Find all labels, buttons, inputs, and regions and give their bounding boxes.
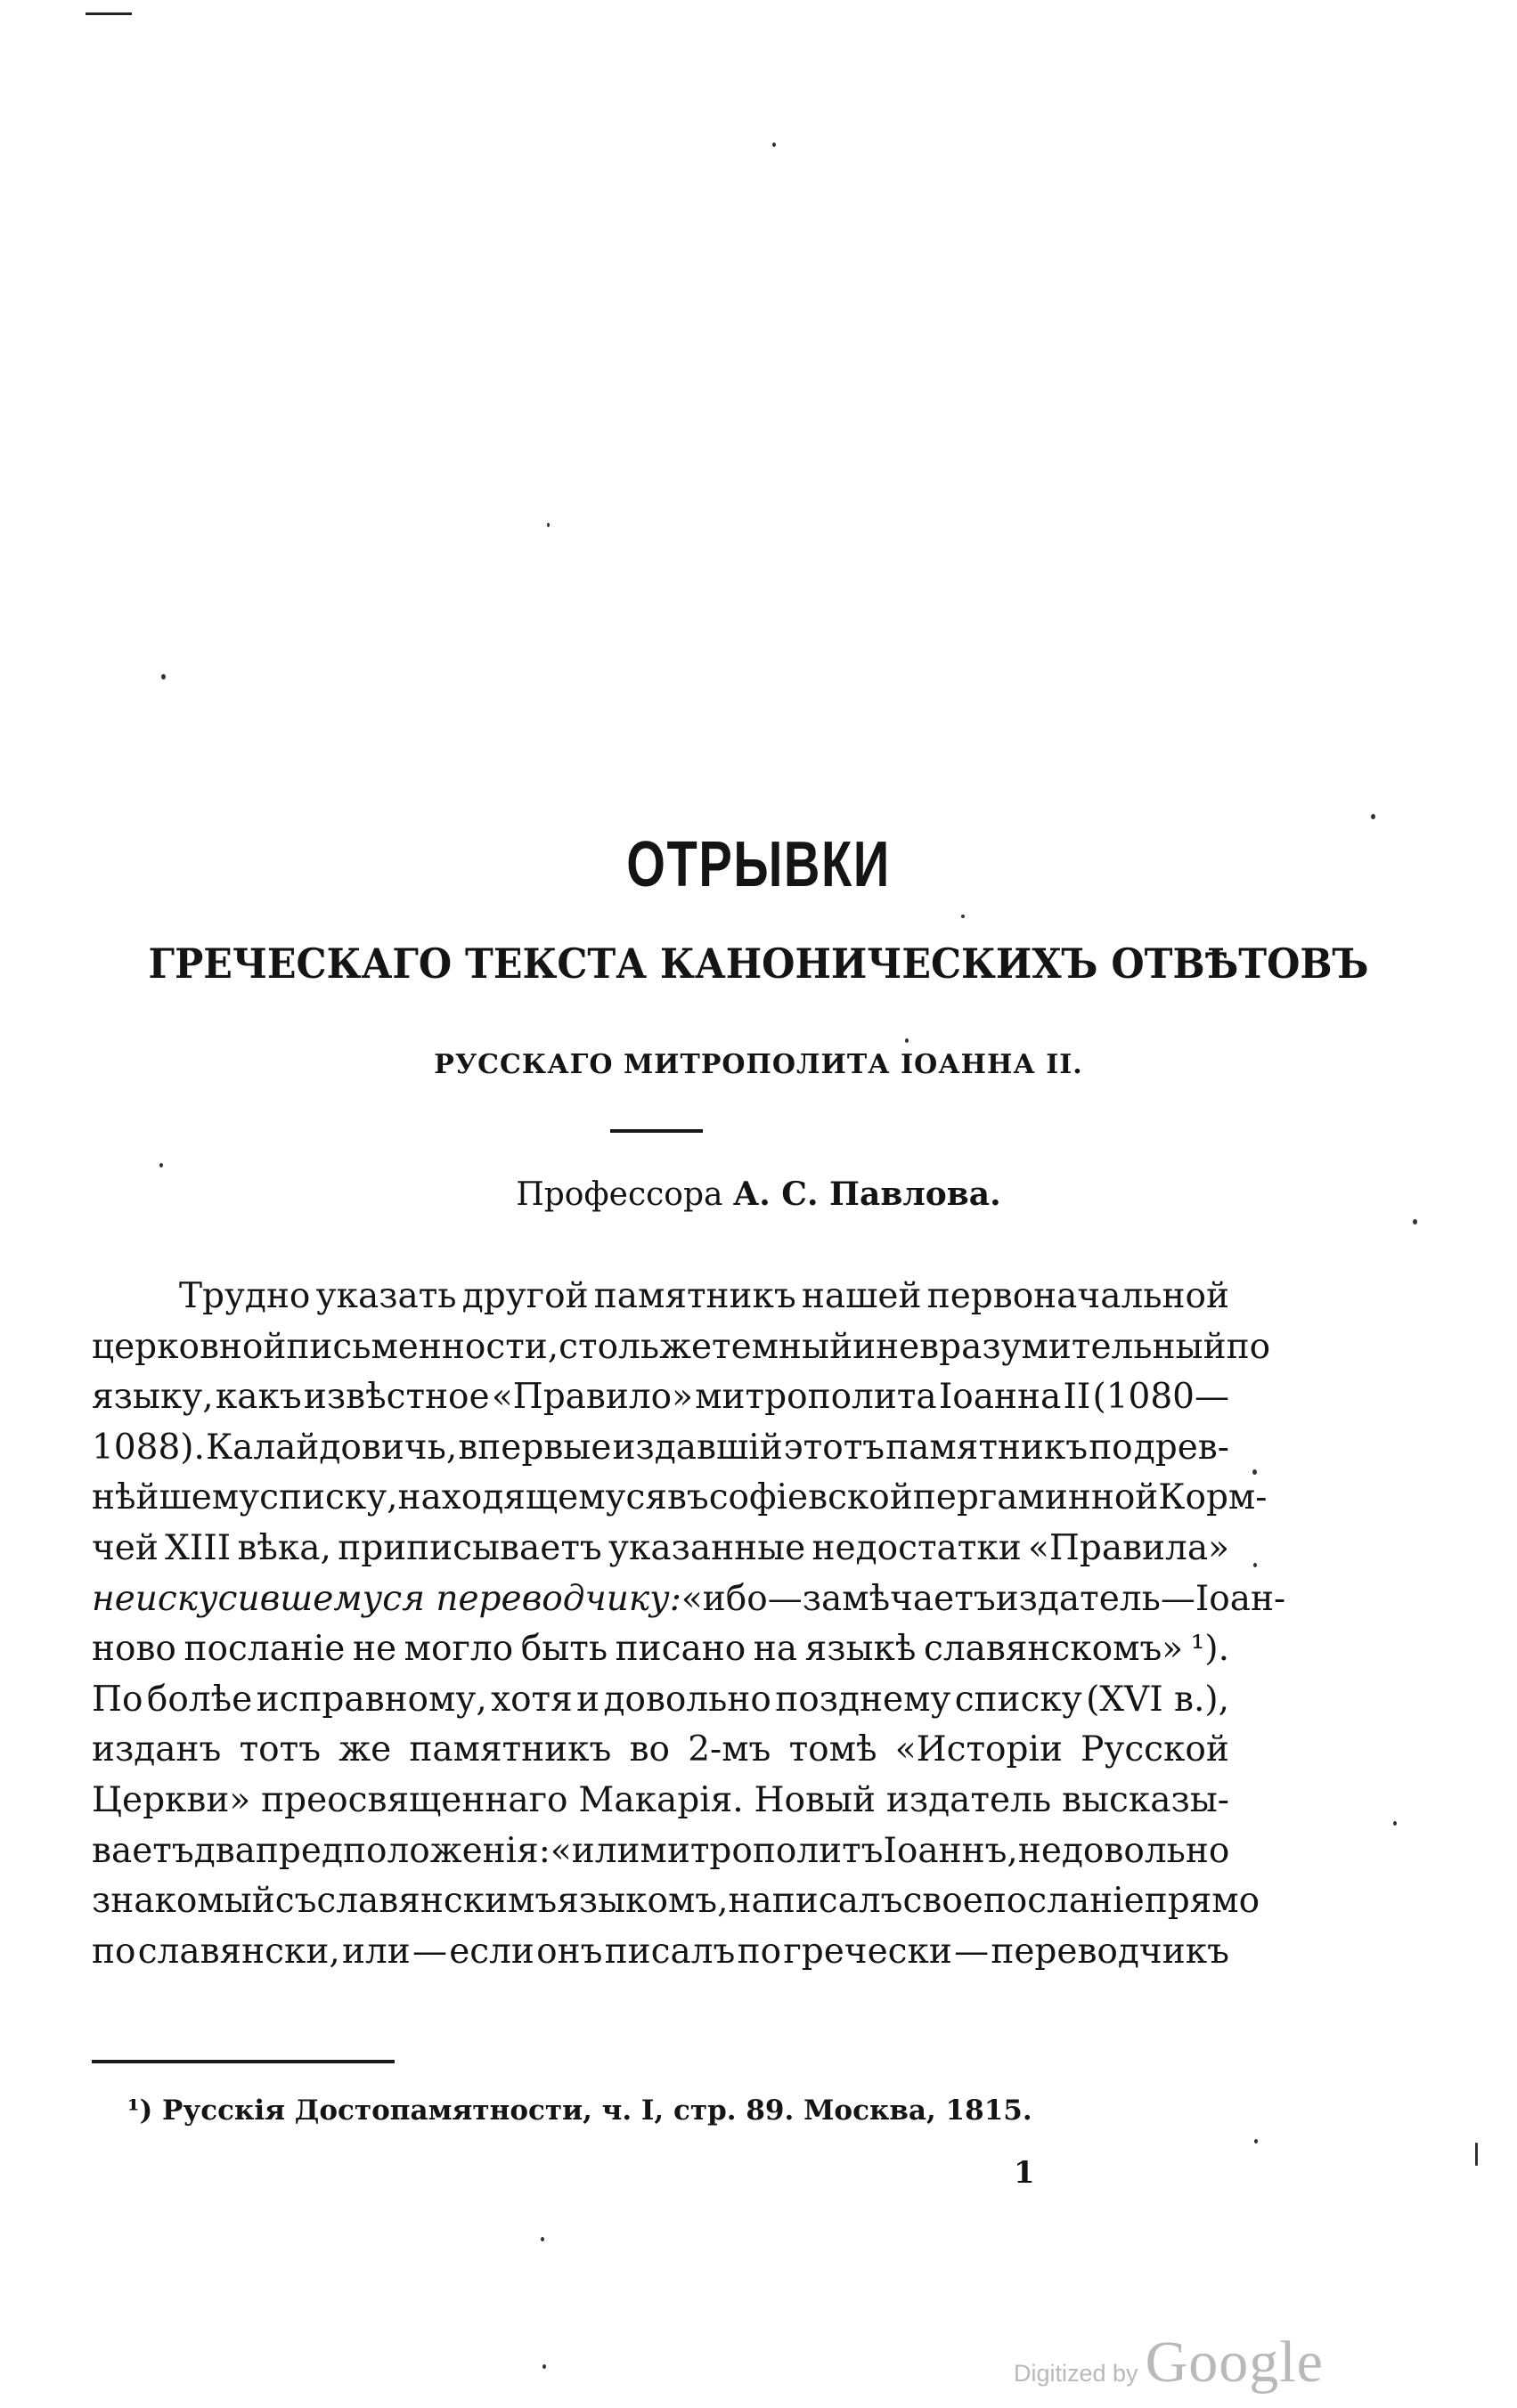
word: могло: [404, 1629, 514, 1670]
subtitle-line-1: ГРЕЧЕСКАГО ТЕКСТА КАНОНИЧЕСКИХЪ ОТВѢТОВЪ: [148, 940, 1369, 988]
word: томѣ: [788, 1729, 877, 1770]
word: 1088).: [92, 1427, 205, 1468]
word: Новый: [754, 1779, 877, 1820]
scan-speck: [961, 915, 965, 918]
word: митрополитъ: [640, 1830, 884, 1871]
word: издатель: [995, 1578, 1161, 1619]
word: нашей: [801, 1276, 922, 1316]
body-line: [92, 1927, 1229, 1978]
word: Церкви»: [92, 1779, 251, 1820]
word: позднему: [775, 1679, 951, 1720]
word: по: [737, 1931, 782, 1972]
scan-speck: [1253, 1563, 1257, 1567]
word: софiевской: [708, 1477, 913, 1518]
footnote-rule: [92, 2060, 395, 2063]
word: по: [1226, 1326, 1271, 1367]
word: хотя: [491, 1679, 573, 1720]
word: «или: [550, 1830, 640, 1871]
watermark-digitized-label: Digitized by: [1014, 2360, 1138, 2387]
word: болѣе: [146, 1679, 253, 1720]
word: же: [338, 1729, 392, 1770]
page-number: 1: [1014, 2155, 1035, 2191]
word: письменности,: [286, 1326, 559, 1367]
word: памятникъ: [885, 1427, 1089, 1468]
word: онъ: [536, 1931, 603, 1972]
word: по: [92, 1931, 136, 1972]
word: —: [1160, 1578, 1195, 1619]
word: церковной: [92, 1326, 287, 1367]
word: пергаминной: [912, 1477, 1159, 1518]
word: исправному,: [256, 1679, 487, 1720]
body-line: [92, 1372, 1229, 1423]
word: изданъ: [92, 1729, 222, 1770]
word: нѣйшему: [92, 1477, 260, 1518]
word: быть: [520, 1629, 608, 1670]
scan-speck: [541, 2237, 544, 2241]
body-line: [92, 1675, 1229, 1726]
title-divider: [610, 1129, 703, 1133]
word: столь: [559, 1326, 660, 1367]
subtitle-line-2: РУССКАГО МИТРОПОЛИТА IОАННА II.: [434, 1049, 1083, 1080]
word: посланіе: [184, 1629, 346, 1670]
body-line: [92, 1322, 1271, 1373]
word: знакомый: [92, 1881, 275, 1922]
word: довольно: [603, 1679, 771, 1720]
word: не: [876, 1326, 920, 1367]
word: переводчикъ: [991, 1931, 1229, 1972]
word: Корм-: [1158, 1477, 1268, 1518]
page-title: ОТРЫВКИ: [626, 829, 891, 900]
body-line: [92, 1776, 1229, 1826]
body-line: [92, 1725, 1229, 1776]
word: недостатки: [812, 1527, 1022, 1568]
word: чей: [92, 1527, 159, 1568]
scan-speck: [161, 674, 166, 679]
scan-speck: [1475, 2143, 1478, 2166]
word: По: [92, 1679, 143, 1720]
scan-speck: [772, 142, 776, 147]
word: тотъ: [239, 1729, 322, 1770]
word: списку,: [259, 1477, 398, 1518]
word: —: [767, 1578, 803, 1619]
word: Iоаннъ,: [883, 1830, 1018, 1871]
body-line: [92, 1524, 1229, 1574]
word: другой: [461, 1276, 589, 1316]
word: митрополита: [695, 1377, 937, 1418]
word: впервые: [458, 1427, 612, 1468]
body-line: [92, 1423, 1229, 1474]
word: славянскомъ»: [924, 1629, 1184, 1670]
word: «ибо: [681, 1578, 768, 1619]
scan-speck: [159, 1163, 163, 1167]
body-paragraph: [92, 1272, 1286, 1977]
word: славянскимъ: [316, 1881, 558, 1922]
body-line: [92, 1473, 1268, 1524]
word: XIII: [165, 1527, 232, 1568]
word: и: [576, 1679, 600, 1720]
google-logo: Google: [1145, 2330, 1324, 2395]
word: вѣка,: [237, 1527, 331, 1568]
word: «Исторіи: [894, 1729, 1063, 1770]
word: же: [659, 1326, 713, 1367]
word: —: [412, 1931, 447, 1972]
scan-speck: [547, 523, 550, 527]
word: прямо: [1144, 1881, 1260, 1922]
word: Iоанна: [938, 1377, 1062, 1418]
word: памятникъ: [593, 1276, 796, 1316]
word: предположенія:: [255, 1830, 551, 1871]
word: или: [341, 1931, 411, 1972]
word: въ: [666, 1477, 709, 1518]
footnote-marker: ¹): [127, 2095, 153, 2127]
word: указать: [315, 1276, 457, 1316]
word: языку,: [92, 1377, 214, 1418]
word: замѣчаетъ: [802, 1578, 996, 1619]
word: не: [352, 1629, 397, 1670]
word: II: [1063, 1377, 1091, 1418]
scan-speck: [1254, 2139, 1258, 2144]
word: писано: [615, 1629, 746, 1670]
word: Русской: [1081, 1729, 1229, 1770]
body-line: [92, 1272, 1229, 1322]
word: (1080—: [1092, 1377, 1229, 1418]
body-line: [92, 1876, 1260, 1927]
word: —: [954, 1931, 990, 1972]
author-prefix: Профессора: [516, 1176, 723, 1213]
word: (XVI в.),: [1086, 1679, 1229, 1720]
word: языкомъ,: [557, 1881, 729, 1922]
word: написалъ: [728, 1881, 903, 1922]
word: два: [193, 1830, 256, 1871]
scan-speck: [1371, 814, 1375, 819]
author-line: [0, 1176, 1517, 1213]
digitized-by-google-watermark: [1014, 2329, 1324, 2396]
scan-speck: [905, 1038, 909, 1043]
word: издатель: [885, 1779, 1052, 1820]
scan-speck: [1393, 1821, 1397, 1826]
word: ваетъ: [92, 1830, 194, 1871]
word: Iоан-: [1195, 1578, 1286, 1619]
word: во: [629, 1729, 671, 1770]
footnote-text: Русскія Достопамятности, ч. I, стр. 89. Москва, 1815.: [162, 2095, 1032, 2127]
word: указанные: [608, 1527, 806, 1568]
word: списку: [954, 1679, 1082, 1720]
body-line: [92, 1574, 1286, 1625]
word: Калайдовичь,: [205, 1427, 458, 1468]
word: довольно: [1061, 1830, 1230, 1871]
word: издавшій: [612, 1427, 783, 1468]
word: и: [852, 1326, 877, 1367]
scan-speck: [542, 2364, 546, 2369]
scan-speck: [1413, 1219, 1417, 1224]
footnote: [127, 2095, 1032, 2127]
word: темный: [712, 1326, 853, 1367]
word: если: [449, 1931, 534, 1972]
word: Макарія.: [578, 1779, 744, 1820]
body-line: [92, 1826, 1229, 1877]
italic-phrase: неискусившемуся переводчику:: [92, 1578, 681, 1619]
body-line: [92, 1624, 1229, 1675]
word: находящемуся: [397, 1477, 667, 1518]
word: 2-мъ: [688, 1729, 771, 1770]
word: этотъ: [783, 1427, 885, 1468]
word: Трудно: [179, 1276, 311, 1316]
word: по: [1089, 1427, 1133, 1468]
word: съ: [274, 1881, 317, 1922]
word: первоначальной: [926, 1276, 1229, 1316]
top-edge-mark: [86, 12, 132, 15]
word: свое: [902, 1881, 983, 1922]
word: на: [753, 1629, 798, 1670]
word: славянски,: [137, 1931, 340, 1972]
footnote-ref: ¹).: [1190, 1629, 1229, 1670]
word: языкѣ: [804, 1629, 917, 1670]
word: «Правила»: [1028, 1527, 1229, 1568]
author-name: А. С. Павлова.: [732, 1176, 1001, 1213]
word: приписываетъ: [338, 1527, 602, 1568]
word: извѣстное: [303, 1377, 490, 1418]
word: преосвященнаго: [261, 1779, 568, 1820]
word: «Правило»: [491, 1377, 693, 1418]
word: посланіе: [983, 1881, 1145, 1922]
word: памятникъ: [409, 1729, 612, 1770]
word: писалъ: [604, 1931, 736, 1972]
word: гречески: [783, 1931, 952, 1972]
word: высказы-: [1061, 1779, 1229, 1820]
word: вразумительный: [919, 1326, 1227, 1367]
word: не: [1017, 1830, 1062, 1871]
word: какъ: [215, 1377, 302, 1418]
word: древ-: [1133, 1427, 1229, 1468]
word: ново: [92, 1629, 176, 1670]
